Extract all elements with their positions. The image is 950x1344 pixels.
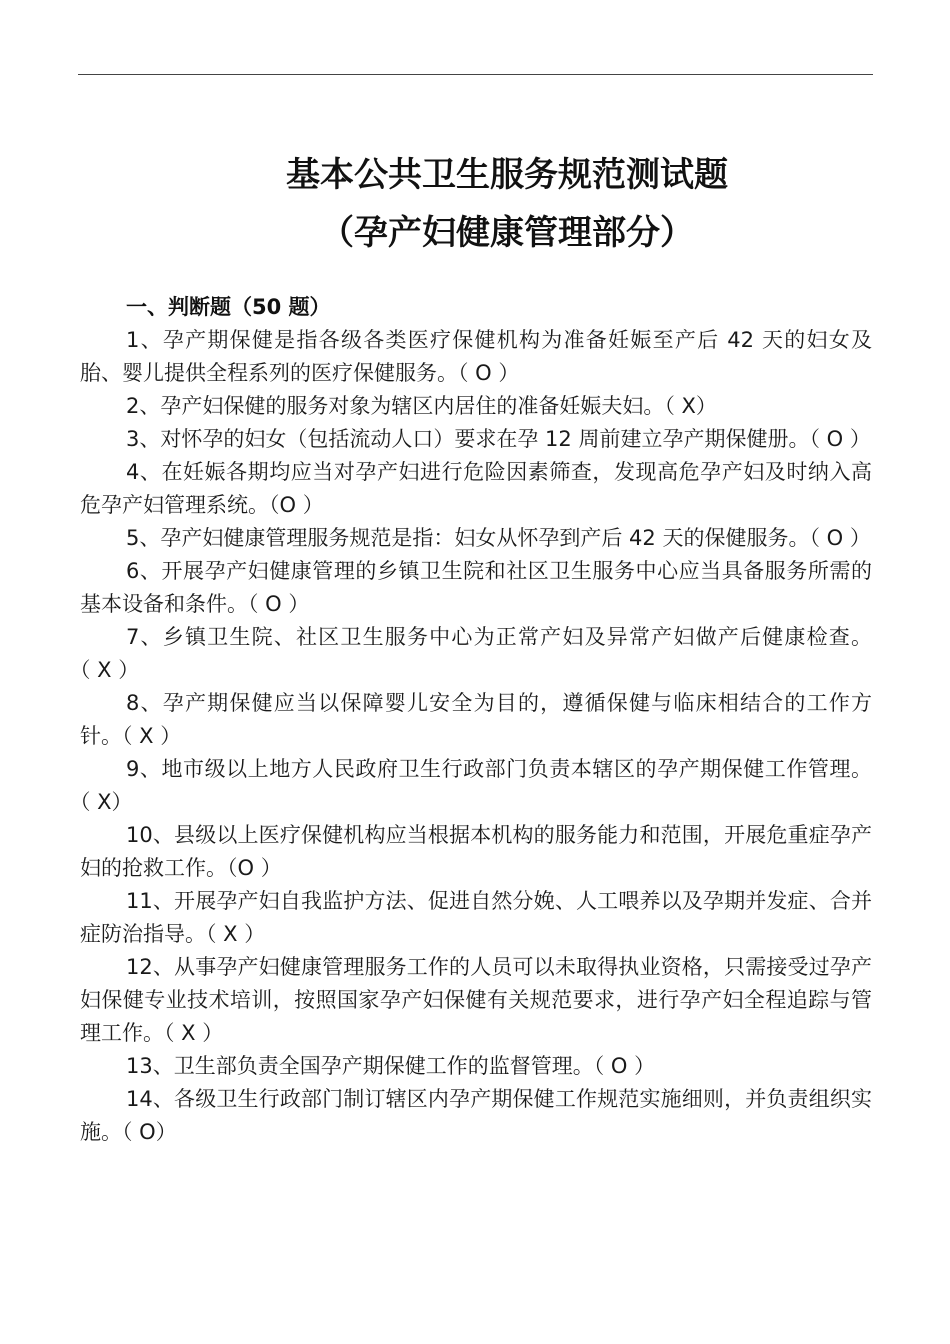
question-text: 孕产期保健是指各级各类医疗保健机构为准备妊娠至产后 42 天的妇女及胎、婴儿提供全程系列的医疗保健服务。 xyxy=(80,328,872,385)
question-text: 孕产妇健康管理服务规范是指：妇女从怀孕到产后 42 天的保健服务。 xyxy=(160,526,810,550)
question-item xyxy=(80,753,872,819)
question-text: 乡镇卫生院、社区卫生服务中心为正常产妇及异常产妇做产后健康检查。 xyxy=(162,625,872,649)
question-item xyxy=(80,423,872,456)
question-item xyxy=(80,456,872,522)
question-answer: （ O ） xyxy=(809,526,871,550)
question-answer: （ X ） xyxy=(164,1021,224,1045)
question-answer: （ X） xyxy=(664,394,717,418)
question-number: 9、 xyxy=(126,757,162,781)
question-text: 开展孕产妇自我监护方法、促进自然分娩、人工喂养以及孕期并发症、合并症防治指导。 xyxy=(80,889,872,946)
question-number: 1、 xyxy=(126,328,163,352)
question-number: 4、 xyxy=(126,460,162,484)
question-number: 6、 xyxy=(126,559,162,583)
question-number: 2、 xyxy=(126,394,161,418)
question-text: 县级以上医疗保健机构应当根据本机构的服务能力和范围，开展危重症孕产妇的抢救工作。 xyxy=(80,823,872,880)
question-item xyxy=(80,1083,872,1149)
question-item xyxy=(80,621,872,687)
question-item xyxy=(80,522,872,555)
true-false-section xyxy=(80,290,872,1149)
question-number: 3、 xyxy=(126,427,161,451)
question-number: 5、 xyxy=(126,526,161,550)
question-text: 孕产期保健应当以保障婴儿安全为目的，遵循保健与临床相结合的工作方针。 xyxy=(80,691,872,748)
question-answer: （ X） xyxy=(80,790,133,814)
question-number: 7、 xyxy=(126,625,163,649)
question-text: 地市级以上地方人民政府卫生行政部门负责本辖区的孕产期保健工作管理。 xyxy=(161,757,872,781)
question-answer: （ O ） xyxy=(593,1054,656,1078)
question-number: 8、 xyxy=(126,691,163,715)
question-number: 14、 xyxy=(126,1087,175,1111)
question-answer: （ O） xyxy=(122,1120,177,1144)
question-answer: （ X ） xyxy=(80,658,140,682)
question-text: 卫生部负责全国孕产期保健工作的监督管理。 xyxy=(173,1054,594,1078)
question-text: 各级卫生行政部门制订辖区内孕产期保健工作规范实施细则，并负责组织实施。 xyxy=(80,1087,872,1144)
question-number: 13、 xyxy=(126,1054,174,1078)
question-text: 对怀孕的妇女（包括流动人口）要求在孕 12 周前建立孕产期保健册。 xyxy=(160,427,810,451)
question-number: 11、 xyxy=(126,889,175,913)
question-item xyxy=(80,951,872,1050)
question-text: 开展孕产妇健康管理的乡镇卫生院和社区卫生服务中心应当具备服务所需的基本设备和条件。 xyxy=(80,559,872,616)
question-item xyxy=(80,324,872,390)
question-text: 在妊娠各期均应当对孕产妇进行危险因素筛查，发现高危孕产妇及时纳入高危孕产妇管理系统。 xyxy=(80,460,872,517)
question-answer: （ O ） xyxy=(809,427,871,451)
question-answer: （ X ） xyxy=(206,922,266,946)
document-title xyxy=(0,146,950,262)
question-answer: （ X ） xyxy=(122,724,182,748)
question-item xyxy=(80,819,872,885)
question-item xyxy=(80,555,872,621)
title-main: 基本公共卫生服务规范测试题 xyxy=(286,155,728,195)
question-answer: （ O ） xyxy=(458,361,520,385)
header-rule xyxy=(78,74,873,75)
question-item xyxy=(80,885,872,951)
question-item xyxy=(80,390,872,423)
question-number: 10、 xyxy=(126,823,175,847)
section-heading: 一、判断题（50 题） xyxy=(126,295,331,319)
question-item xyxy=(80,1050,872,1083)
question-number: 12、 xyxy=(126,955,175,979)
question-text: 从事孕产妇健康管理服务工作的人员可以未取得执业资格，只需接受过孕产妇保健专业技术培训，按照国家孕产妇保健有关规范要求，进行孕产妇全程追踪与管理工作。 xyxy=(80,955,872,1045)
question-answer: （O ） xyxy=(227,856,282,880)
question-text: 孕产妇保健的服务对象为辖区内居住的准备妊娠夫妇。 xyxy=(160,394,665,418)
question-item xyxy=(80,687,872,753)
question-answer: （ O ） xyxy=(248,592,310,616)
question-answer: （O ） xyxy=(269,493,324,517)
title-subtitle: （孕产妇健康管理部分） xyxy=(320,213,694,253)
